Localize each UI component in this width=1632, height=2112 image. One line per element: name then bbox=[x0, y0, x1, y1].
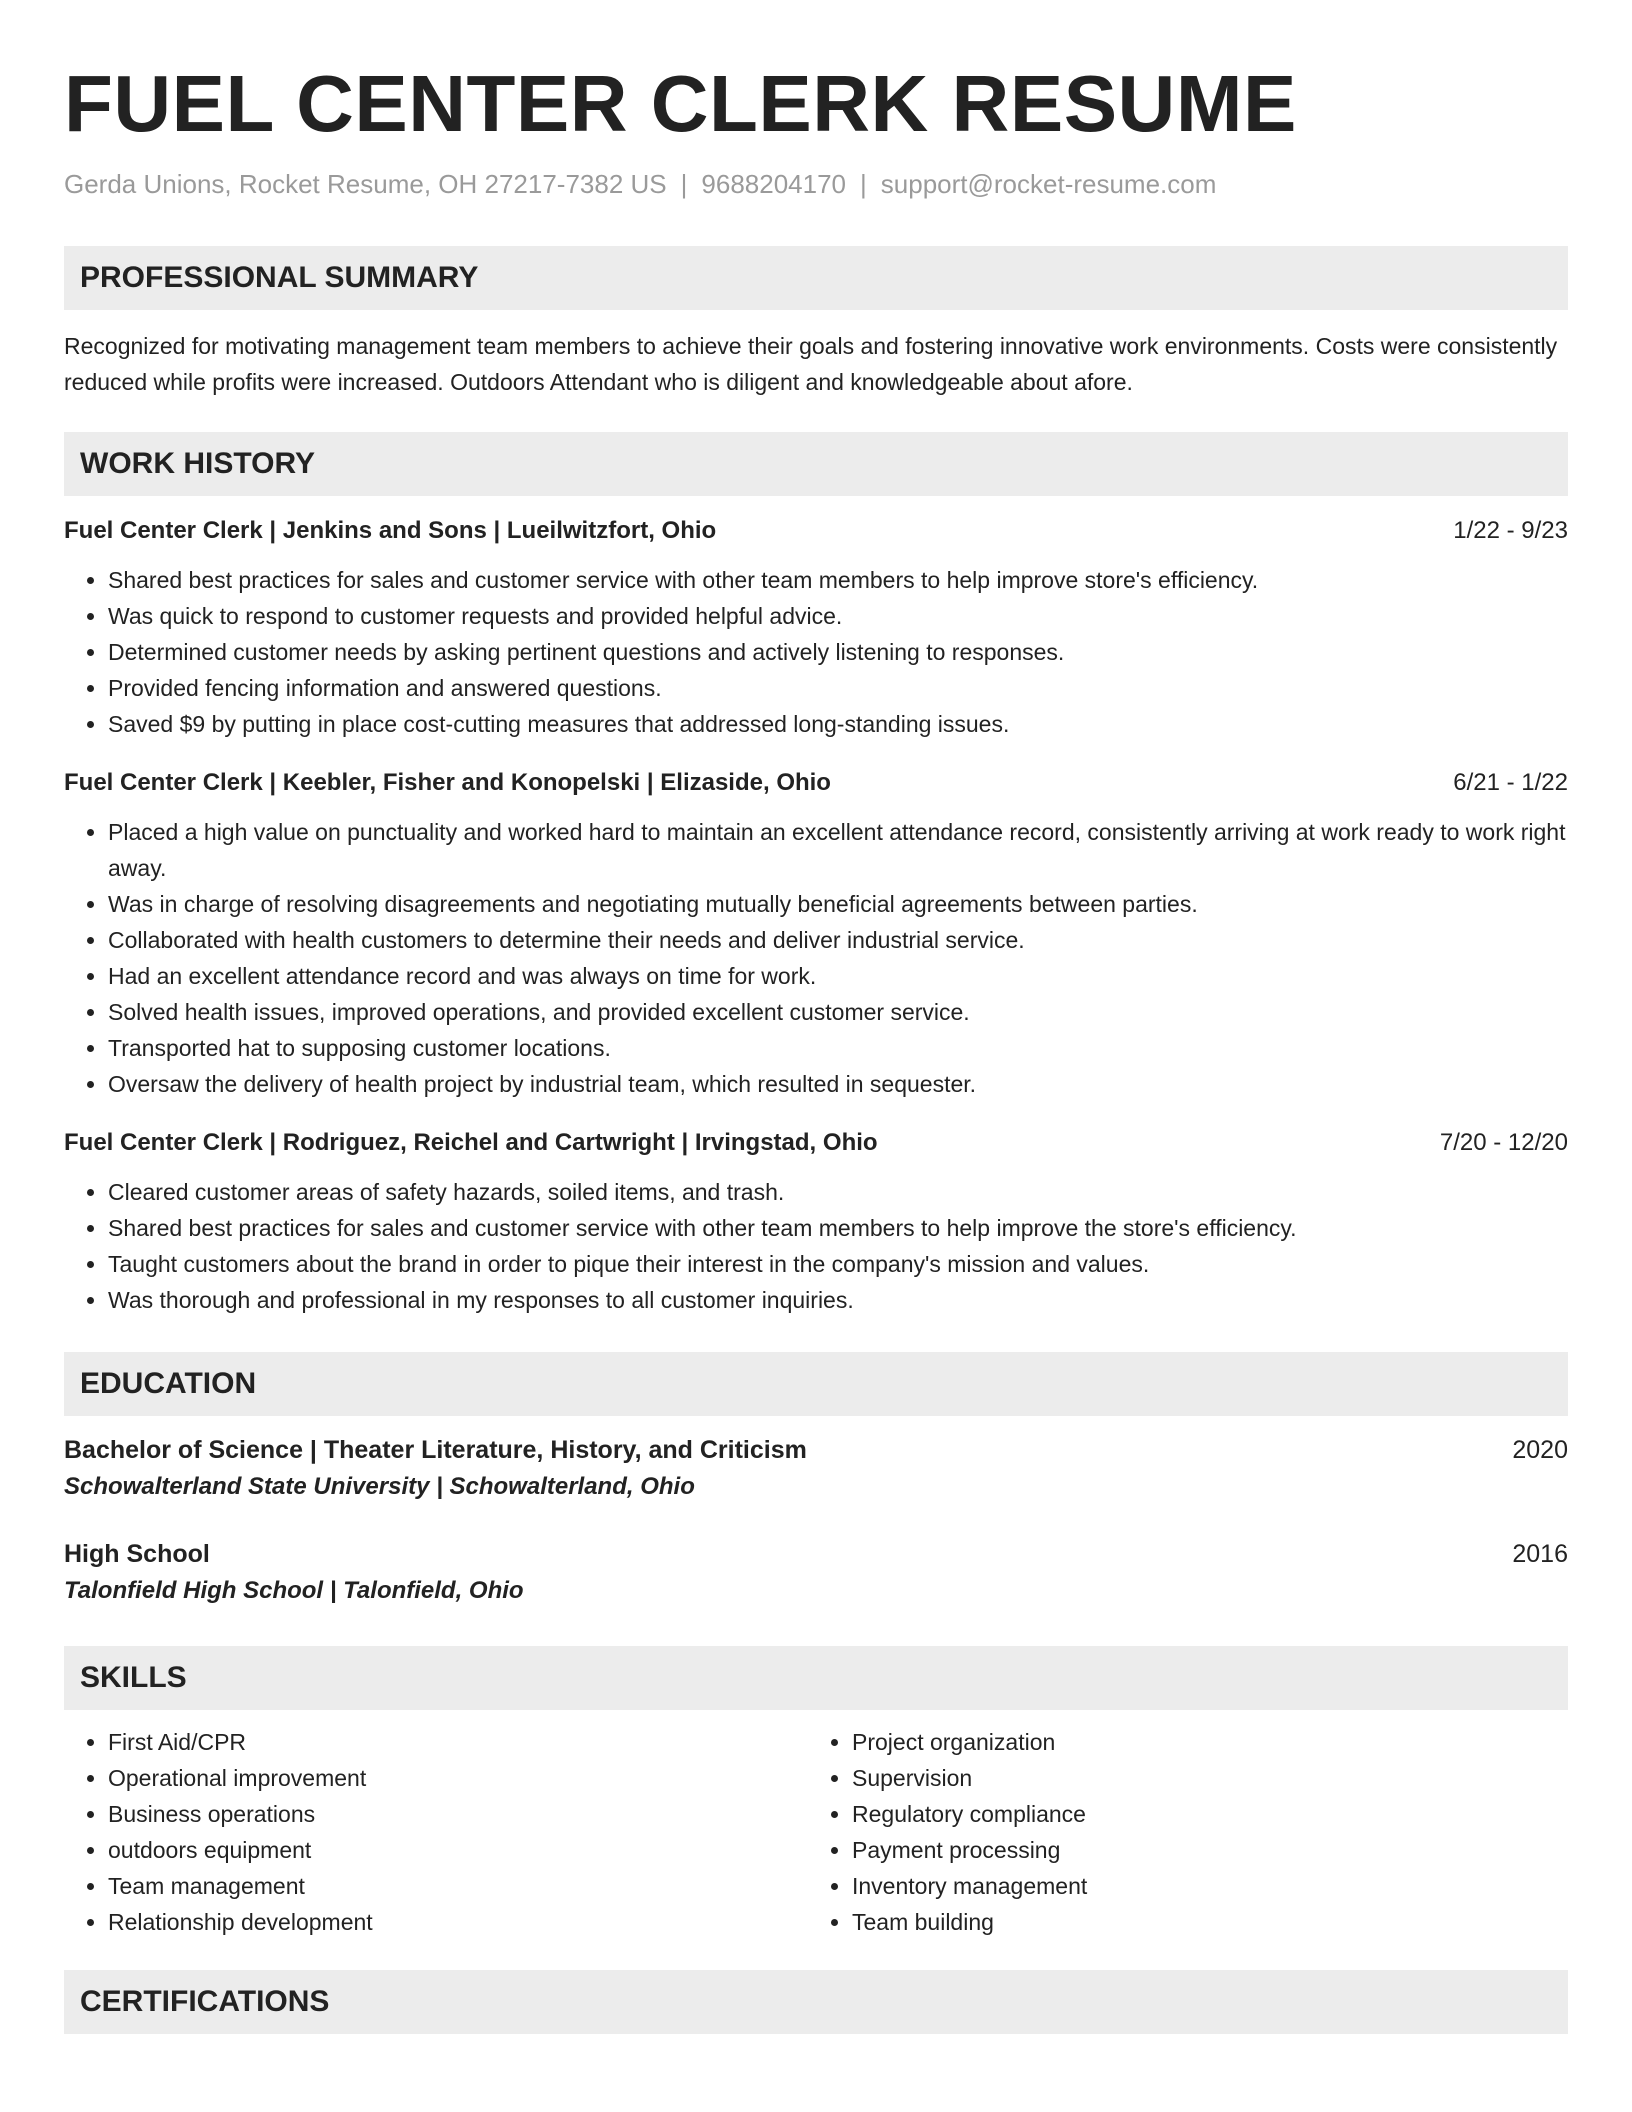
contact-line bbox=[64, 166, 1568, 202]
job-entry bbox=[64, 1126, 1568, 1318]
contact-separator: | bbox=[860, 169, 867, 199]
job-title: Fuel Center Clerk | Jenkins and Sons | Lueilwitzfort, Ohio bbox=[64, 517, 717, 544]
education-school: Schowalterland State University | Schowalterland, Ohio bbox=[64, 1473, 695, 1500]
section-heading-summary: PROFESSIONAL SUMMARY bbox=[64, 246, 1568, 310]
section-heading-skills: SKILLS bbox=[64, 1646, 1568, 1710]
job-bullet: • Shared best practices for sales and customer service with other team members to help improve store's efficiency. bbox=[108, 562, 1568, 598]
job-bullet: • Was in charge of resolving disagreements and negotiating mutually beneficial agreements between parties. bbox=[108, 886, 1568, 922]
job-bullet: • Oversaw the delivery of health project by industrial team, which resulted in sequester. bbox=[108, 1066, 1568, 1102]
education-entry bbox=[64, 1432, 1568, 1506]
skill-item: • Supervision bbox=[852, 1760, 1552, 1796]
skill-item: • Inventory management bbox=[852, 1868, 1552, 1904]
job-entry bbox=[64, 514, 1568, 742]
skill-item: • Team management bbox=[108, 1868, 808, 1904]
summary-text: Recognized for motivating management team members to achieve their goals and fostering innovative work environments. Costs were consistently reduced while profits were increased. Outdoors Attendant who is diligent and knowledgeable about afore. bbox=[64, 333, 1558, 395]
job-bullet: • Shared best practices for sales and customer service with other team members to help improve the store's efficiency. bbox=[108, 1210, 1568, 1246]
skill-item: • outdoors equipment bbox=[108, 1832, 808, 1868]
contact-phone: 9688204170 bbox=[701, 169, 847, 199]
job-bullet: • Saved $9 by putting in place cost-cutting measures that addressed long-standing issues. bbox=[108, 706, 1568, 742]
skills-columns bbox=[64, 1724, 1568, 1940]
job-bullets bbox=[64, 1174, 1568, 1318]
skill-item: • Regulatory compliance bbox=[852, 1796, 1552, 1832]
job-bullet: • Collaborated with health customers to determine their needs and deliver industrial service. bbox=[108, 922, 1568, 958]
education-header bbox=[64, 1432, 1568, 1468]
job-dates: 7/20 - 12/20 bbox=[1439, 1129, 1568, 1156]
job-dates: 1/22 - 9/23 bbox=[1453, 517, 1568, 544]
education-year: 2020 bbox=[1512, 1436, 1568, 1464]
skill-item: • Relationship development bbox=[108, 1904, 808, 1940]
section-heading-certifications: CERTIFICATIONS bbox=[64, 1970, 1568, 2034]
education-entry bbox=[64, 1536, 1568, 1610]
contact-separator: | bbox=[680, 169, 688, 199]
education-header bbox=[64, 1536, 1568, 1572]
job-bullet: • Was thorough and professional in my responses to all customer inquiries. bbox=[108, 1282, 1568, 1318]
job-title: Fuel Center Clerk | Keebler, Fisher and Konopelski | Elizaside, Ohio bbox=[64, 769, 831, 796]
job-bullet: • Cleared customer areas of safety hazards, soiled items, and trash. bbox=[108, 1174, 1568, 1210]
education-year: 2016 bbox=[1512, 1540, 1568, 1568]
skills-list-left bbox=[64, 1724, 808, 1940]
resume-title: FUEL CENTER CLERK RESUME bbox=[64, 59, 1297, 148]
job-bullet: • Solved health issues, improved operations, and provided excellent customer service. bbox=[108, 994, 1568, 1030]
job-bullet: • Was quick to respond to customer requests and provided helpful advice. bbox=[108, 598, 1568, 634]
skill-item: • Business operations bbox=[108, 1796, 808, 1832]
education-school: Talonfield High School | Talonfield, Ohio bbox=[64, 1577, 524, 1604]
job-bullet: • Had an excellent attendance record and was always on time for work. bbox=[108, 958, 1568, 994]
job-bullet: • Transported hat to supposing customer locations. bbox=[108, 1030, 1568, 1066]
job-dates: 6/21 - 1/22 bbox=[1453, 769, 1568, 796]
contact-address: Gerda Unions, Rocket Resume, OH 27217-7382 US bbox=[64, 169, 667, 199]
skill-item: • First Aid/CPR bbox=[108, 1724, 808, 1760]
job-header bbox=[64, 766, 1568, 800]
contact-email: support@rocket-resume.com bbox=[880, 169, 1217, 199]
skill-item: • Project organization bbox=[852, 1724, 1552, 1760]
education-degree: Bachelor of Science | Theater Literature, History, and Criticism bbox=[64, 1436, 807, 1464]
section-heading-education: EDUCATION bbox=[64, 1352, 1568, 1416]
job-bullets bbox=[64, 814, 1568, 1102]
section-heading-work-history: WORK HISTORY bbox=[64, 432, 1568, 496]
job-title: Fuel Center Clerk | Rodriguez, Reichel and Cartwright | Irvingstad, Ohio bbox=[64, 1129, 878, 1156]
skills-list-right bbox=[808, 1724, 1552, 1940]
education-degree: High School bbox=[64, 1540, 210, 1568]
job-bullet: • Taught customers about the brand in order to pique their interest in the company's mission and values. bbox=[108, 1246, 1568, 1282]
job-bullet: • Determined customer needs by asking pertinent questions and actively listening to responses. bbox=[108, 634, 1568, 670]
skill-item: • Operational improvement bbox=[108, 1760, 808, 1796]
skill-item: • Payment processing bbox=[852, 1832, 1552, 1868]
job-entry bbox=[64, 766, 1568, 1102]
job-bullets bbox=[64, 562, 1568, 742]
job-header bbox=[64, 1126, 1568, 1160]
job-bullet: • Provided fencing information and answered questions. bbox=[108, 670, 1568, 706]
skill-item: • Team building bbox=[852, 1904, 1552, 1940]
job-bullet: • Placed a high value on punctuality and worked hard to maintain an excellent attendance record, consistently arriving at work ready to work right away. bbox=[108, 814, 1568, 886]
job-header bbox=[64, 514, 1568, 548]
